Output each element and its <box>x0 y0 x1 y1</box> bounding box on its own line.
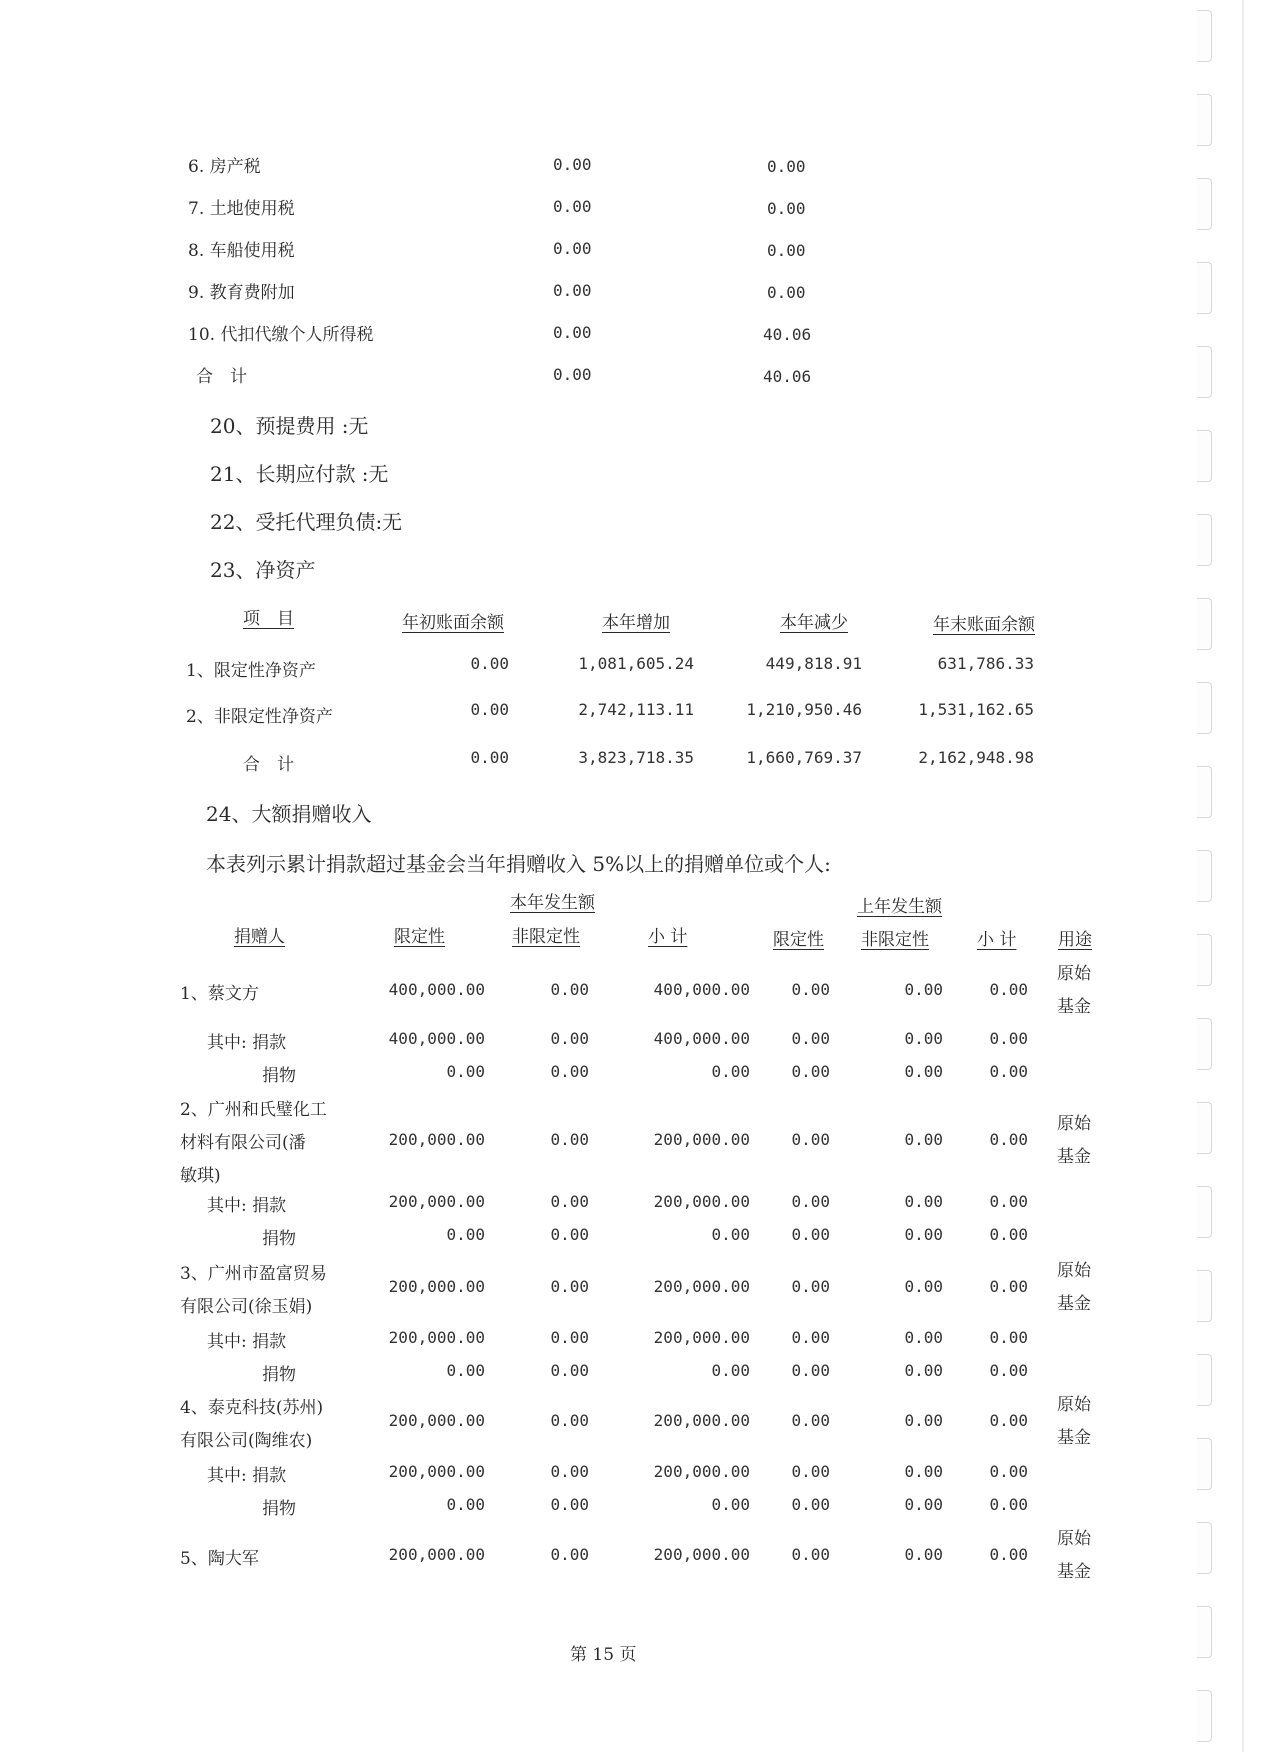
cell-prior-subtotal: 0.00 <box>989 1225 1028 1244</box>
donor-name: 捐物 <box>262 1229 296 1249</box>
cell-unrestricted: 0.00 <box>550 1545 589 1564</box>
donation-intro: 本表列示累计捐款超过基金会当年捐赠收入 5%以上的捐赠单位或个人: <box>206 852 831 876</box>
cell-prior-restricted: 0.00 <box>791 1029 830 1048</box>
cell-prior-restricted: 0.00 <box>791 1328 830 1347</box>
cell-prior-unrestricted: 0.00 <box>904 1192 943 1211</box>
cell-prior-subtotal: 0.00 <box>989 1277 1028 1296</box>
cell-unrestricted: 0.00 <box>550 1495 589 1514</box>
cell-prior-subtotal: 0.00 <box>989 1495 1028 1514</box>
tax-row-label: 8. 车船使用税 <box>188 241 295 261</box>
na-cell-inc: 1,081,605.24 <box>578 654 694 673</box>
binding-hole <box>1197 514 1212 566</box>
cell-subtotal: 200,000.00 <box>653 1192 750 1211</box>
binding-hole <box>1197 1102 1212 1154</box>
cell-prior-subtotal: 0.00 <box>989 1130 1028 1149</box>
tax-row-label: 6. 房产税 <box>188 157 261 177</box>
cell-prior-restricted: 0.00 <box>791 1225 830 1244</box>
cell-restricted: 200,000.00 <box>388 1411 485 1430</box>
cell-prior-subtotal: 0.00 <box>989 980 1028 999</box>
cell-prior-restricted: 0.00 <box>791 1062 830 1081</box>
na-cell-dec: 1,210,950.46 <box>746 700 862 719</box>
tax-row-label: 合 计 <box>196 367 247 387</box>
page-number: 第 15 页 <box>570 1645 637 1665</box>
cell-prior-subtotal: 0.00 <box>989 1462 1028 1481</box>
cell-restricted: 200,000.00 <box>388 1545 485 1564</box>
cell-unrestricted: 0.00 <box>550 1277 589 1296</box>
cell-prior-unrestricted: 0.00 <box>904 1225 943 1244</box>
tax-row-value-b: 0.00 <box>767 199 806 218</box>
cell-restricted: 200,000.00 <box>388 1130 485 1149</box>
cell-prior-subtotal: 0.00 <box>989 1411 1028 1430</box>
cell-prior-restricted: 0.00 <box>791 1192 830 1211</box>
cell-prior-restricted: 0.00 <box>791 1462 830 1481</box>
cell-restricted: 200,000.00 <box>388 1328 485 1347</box>
donor-name: 2、广州和氏璧化工 材料有限公司(潘 敏琪) <box>180 1100 327 1186</box>
na-cell-end: 631,786.33 <box>937 654 1034 673</box>
na-row-label: 1、限定性净资产 <box>186 661 316 681</box>
na-header-increase: 本年增加 <box>602 613 670 633</box>
cell-restricted: 200,000.00 <box>388 1192 485 1211</box>
binding-hole <box>1197 1438 1212 1490</box>
binding-hole <box>1197 346 1212 398</box>
binding-hole <box>1197 10 1212 62</box>
tax-row-value-a: 0.00 <box>553 323 592 342</box>
cell-prior-unrestricted: 0.00 <box>904 980 943 999</box>
header-unrestricted: 非限定性 <box>512 927 580 947</box>
binding-hole <box>1197 178 1212 230</box>
cell-prior-subtotal: 0.00 <box>989 1192 1028 1211</box>
cell-subtotal: 0.00 <box>711 1495 750 1514</box>
binding-hole <box>1197 430 1212 482</box>
purpose: 原始 基金 <box>1057 1529 1091 1582</box>
tax-row-value-b: 0.00 <box>767 157 806 176</box>
cell-subtotal: 0.00 <box>711 1361 750 1380</box>
cell-prior-unrestricted: 0.00 <box>904 1062 943 1081</box>
section-23: 23、净资产 <box>210 558 316 582</box>
purpose: 原始 基金 <box>1057 1395 1091 1448</box>
binding-hole <box>1197 1018 1212 1070</box>
tax-row-value-b: 40.06 <box>763 325 812 344</box>
donor-name: 捐物 <box>262 1365 296 1385</box>
cell-prior-restricted: 0.00 <box>791 1361 830 1380</box>
cell-prior-unrestricted: 0.00 <box>904 1495 943 1514</box>
tax-row-value-a: 0.00 <box>553 281 592 300</box>
group-prior-year: 上年发生额 <box>857 897 942 917</box>
na-cell-begin: 0.00 <box>470 654 509 673</box>
cell-restricted: 400,000.00 <box>388 980 485 999</box>
cell-prior-restricted: 0.00 <box>791 980 830 999</box>
cell-prior-unrestricted: 0.00 <box>904 1361 943 1380</box>
donor-name: 1、蔡文方 <box>180 984 259 1004</box>
cell-subtotal: 400,000.00 <box>653 1029 750 1048</box>
header-donor: 捐赠人 <box>234 927 285 947</box>
cell-subtotal: 200,000.00 <box>653 1130 750 1149</box>
cell-subtotal: 200,000.00 <box>653 1277 750 1296</box>
cell-prior-unrestricted: 0.00 <box>904 1328 943 1347</box>
na-cell-end: 1,531,162.65 <box>918 700 1034 719</box>
section-21: 21、长期应付款 :无 <box>210 462 389 486</box>
cell-prior-subtotal: 0.00 <box>989 1029 1028 1048</box>
binding-hole <box>1197 1690 1212 1742</box>
cell-restricted: 400,000.00 <box>388 1029 485 1048</box>
cell-subtotal: 200,000.00 <box>653 1545 750 1564</box>
cell-unrestricted: 0.00 <box>550 1062 589 1081</box>
cell-prior-restricted: 0.00 <box>791 1545 830 1564</box>
tax-row-value-a: 0.00 <box>553 197 592 216</box>
group-current-year: 本年发生额 <box>510 893 595 913</box>
na-header-end: 年末账面余额 <box>933 615 1035 635</box>
cell-unrestricted: 0.00 <box>550 1462 589 1481</box>
cell-unrestricted: 0.00 <box>550 1130 589 1149</box>
cell-unrestricted: 0.00 <box>550 1411 589 1430</box>
cell-subtotal: 200,000.00 <box>653 1328 750 1347</box>
binding-hole <box>1197 1270 1212 1322</box>
cell-unrestricted: 0.00 <box>550 980 589 999</box>
cell-subtotal: 0.00 <box>711 1062 750 1081</box>
cell-prior-unrestricted: 0.00 <box>904 1411 943 1430</box>
cell-prior-restricted: 0.00 <box>791 1411 830 1430</box>
cell-restricted: 0.00 <box>446 1361 485 1380</box>
binding-hole <box>1197 1354 1212 1406</box>
na-header-item: 项 目 <box>243 609 294 629</box>
tax-row-label: 7. 土地使用税 <box>188 199 295 219</box>
cell-unrestricted: 0.00 <box>550 1029 589 1048</box>
na-cell-dec: 449,818.91 <box>765 654 862 673</box>
cell-prior-unrestricted: 0.00 <box>904 1277 943 1296</box>
header-restricted: 限定性 <box>394 927 445 947</box>
binding-hole <box>1197 262 1212 314</box>
binding-hole <box>1197 682 1212 734</box>
purpose: 原始 基金 <box>1057 1261 1091 1314</box>
cell-subtotal: 0.00 <box>711 1225 750 1244</box>
na-cell-end: 2,162,948.98 <box>918 748 1034 767</box>
header-purpose: 用途 <box>1058 930 1092 950</box>
cell-subtotal: 200,000.00 <box>653 1462 750 1481</box>
donor-name: 其中: 捐款 <box>207 1466 287 1486</box>
cell-prior-unrestricted: 0.00 <box>904 1545 943 1564</box>
tax-row-value-b: 40.06 <box>763 367 812 386</box>
cell-prior-restricted: 0.00 <box>791 1277 830 1296</box>
cell-restricted: 200,000.00 <box>388 1462 485 1481</box>
header-prior-unrestricted: 非限定性 <box>861 930 929 950</box>
header-subtotal: 小 计 <box>648 927 688 947</box>
page-edge <box>1242 0 1244 1752</box>
header-prior-subtotal: 小 计 <box>977 930 1017 950</box>
cell-unrestricted: 0.00 <box>550 1361 589 1380</box>
binding-hole <box>1197 1186 1212 1238</box>
donor-name: 捐物 <box>262 1499 296 1519</box>
binding-hole <box>1197 934 1212 986</box>
cell-subtotal: 200,000.00 <box>653 1411 750 1430</box>
tax-row-value-a: 0.00 <box>553 239 592 258</box>
binding-hole <box>1197 598 1212 650</box>
donor-name: 其中: 捐款 <box>207 1196 287 1216</box>
donor-name: 5、陶大军 <box>180 1549 259 1569</box>
donor-name: 捐物 <box>262 1066 296 1086</box>
tax-row-label: 10. 代扣代缴个人所得税 <box>188 325 374 345</box>
cell-prior-restricted: 0.00 <box>791 1130 830 1149</box>
section-22: 22、受托代理负债:无 <box>210 510 403 534</box>
tax-row-value-a: 0.00 <box>553 365 592 384</box>
binding-hole <box>1197 1606 1212 1658</box>
cell-unrestricted: 0.00 <box>550 1225 589 1244</box>
donor-name: 其中: 捐款 <box>207 1033 287 1053</box>
cell-unrestricted: 0.00 <box>550 1328 589 1347</box>
na-cell-begin: 0.00 <box>470 748 509 767</box>
purpose: 原始 基金 <box>1057 1114 1091 1167</box>
tax-row-value-a: 0.00 <box>553 155 592 174</box>
cell-prior-subtotal: 0.00 <box>989 1328 1028 1347</box>
binding-hole <box>1197 766 1212 818</box>
binding-hole <box>1197 1522 1212 1574</box>
na-row-label: 合 计 <box>243 755 294 775</box>
tax-row-value-b: 0.00 <box>767 283 806 302</box>
cell-prior-unrestricted: 0.00 <box>904 1462 943 1481</box>
tax-row-value-b: 0.00 <box>767 241 806 260</box>
header-prior-restricted: 限定性 <box>773 930 824 950</box>
na-cell-begin: 0.00 <box>470 700 509 719</box>
section-24: 24、大额捐赠收入 <box>206 802 372 826</box>
cell-prior-subtotal: 0.00 <box>989 1062 1028 1081</box>
cell-prior-subtotal: 0.00 <box>989 1361 1028 1380</box>
cell-subtotal: 400,000.00 <box>653 980 750 999</box>
cell-prior-unrestricted: 0.00 <box>904 1029 943 1048</box>
cell-restricted: 0.00 <box>446 1225 485 1244</box>
na-cell-dec: 1,660,769.37 <box>746 748 862 767</box>
cell-restricted: 0.00 <box>446 1062 485 1081</box>
na-header-begin: 年初账面余额 <box>402 613 504 633</box>
na-row-label: 2、非限定性净资产 <box>186 707 333 727</box>
section-20: 20、预提费用 :无 <box>210 414 369 438</box>
cell-restricted: 200,000.00 <box>388 1277 485 1296</box>
purpose: 原始 基金 <box>1057 964 1091 1017</box>
tax-row-label: 9. 教育费附加 <box>188 283 295 303</box>
cell-restricted: 0.00 <box>446 1495 485 1514</box>
donor-name: 其中: 捐款 <box>207 1332 287 1352</box>
cell-prior-subtotal: 0.00 <box>989 1545 1028 1564</box>
na-cell-inc: 3,823,718.35 <box>578 748 694 767</box>
cell-prior-unrestricted: 0.00 <box>904 1130 943 1149</box>
na-cell-inc: 2,742,113.11 <box>578 700 694 719</box>
donor-name: 4、泰克科技(苏州) 有限公司(陶维农) <box>180 1398 324 1451</box>
donor-name: 3、广州市盈富贸易 有限公司(徐玉娟) <box>180 1264 327 1317</box>
binding-hole <box>1197 850 1212 902</box>
na-header-decrease: 本年减少 <box>780 613 848 633</box>
binding-hole <box>1197 94 1212 146</box>
cell-prior-restricted: 0.00 <box>791 1495 830 1514</box>
cell-unrestricted: 0.00 <box>550 1192 589 1211</box>
